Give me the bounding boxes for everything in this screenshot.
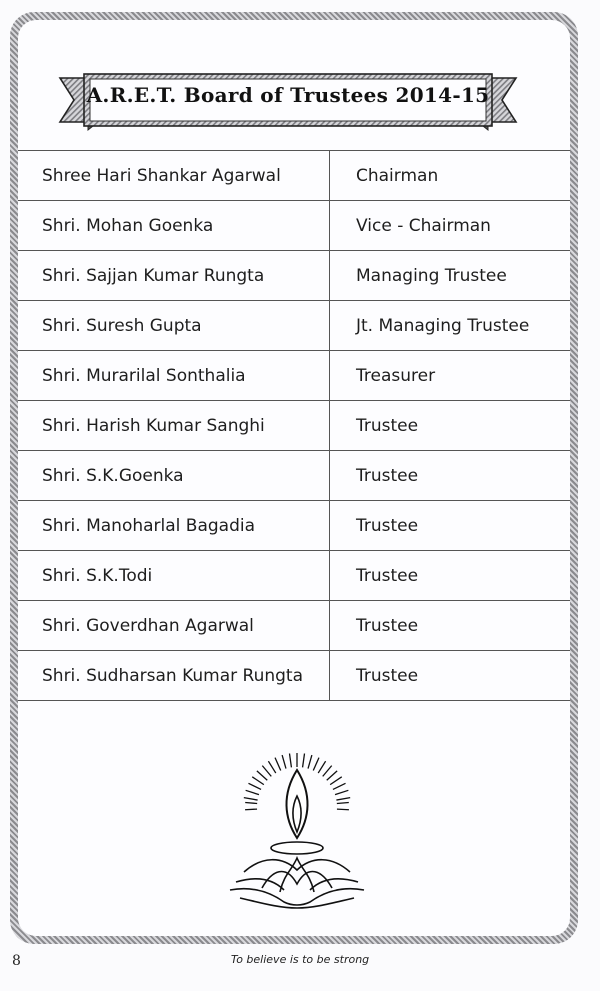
trustee-name: Shri. Sajjan Kumar Rungta (18, 251, 330, 301)
page-title: A.R.E.T. Board of Trustees 2014-15 (86, 83, 490, 107)
table-row (18, 251, 570, 301)
trustee-role: Trustee (330, 601, 571, 651)
trustee-name: Shri. S.K.Goenka (18, 451, 330, 501)
table-row (18, 151, 570, 201)
trustee-name: Shri. S.K.Todi (18, 551, 330, 601)
trustee-role: Trustee (330, 651, 571, 701)
trustee-role: Jt. Managing Trustee (330, 301, 571, 351)
trustees-table (18, 150, 570, 701)
trustee-name: Shri. Manoharlal Bagadia (18, 501, 330, 551)
table-row (18, 501, 570, 551)
trustee-name: Shri. Suresh Gupta (18, 301, 330, 351)
table-row (18, 351, 570, 401)
diya-lamp-icon (222, 752, 372, 912)
trustee-role: Managing Trustee (330, 251, 571, 301)
trustee-name: Shri. Murarilal Sonthalia (18, 351, 330, 401)
trustee-role: Trustee (330, 401, 571, 451)
trustee-name: Shri. Goverdhan Agarwal (18, 601, 330, 651)
trustee-name: Shree Hari Shankar Agarwal (18, 151, 330, 201)
trustee-name: Shri. Harish Kumar Sanghi (18, 401, 330, 451)
trustee-role: Treasurer (330, 351, 571, 401)
footer-motto: To believe is to be strong (230, 953, 370, 966)
trustee-name: Shri. Sudharsan Kumar Rungta (18, 651, 330, 701)
trustee-role: Chairman (330, 151, 571, 201)
trustee-role: Vice - Chairman (330, 201, 571, 251)
table-row (18, 301, 570, 351)
table-row (18, 401, 570, 451)
table-row (18, 451, 570, 501)
table-row (18, 201, 570, 251)
table-row (18, 551, 570, 601)
trustee-role: Trustee (330, 551, 571, 601)
table-row (18, 601, 570, 651)
table-row (18, 651, 570, 701)
title-banner (58, 70, 518, 134)
page-number: 8 (12, 953, 21, 969)
trustee-name: Shri. Mohan Goenka (18, 201, 330, 251)
trustee-role: Trustee (330, 501, 571, 551)
trustee-role: Trustee (330, 451, 571, 501)
